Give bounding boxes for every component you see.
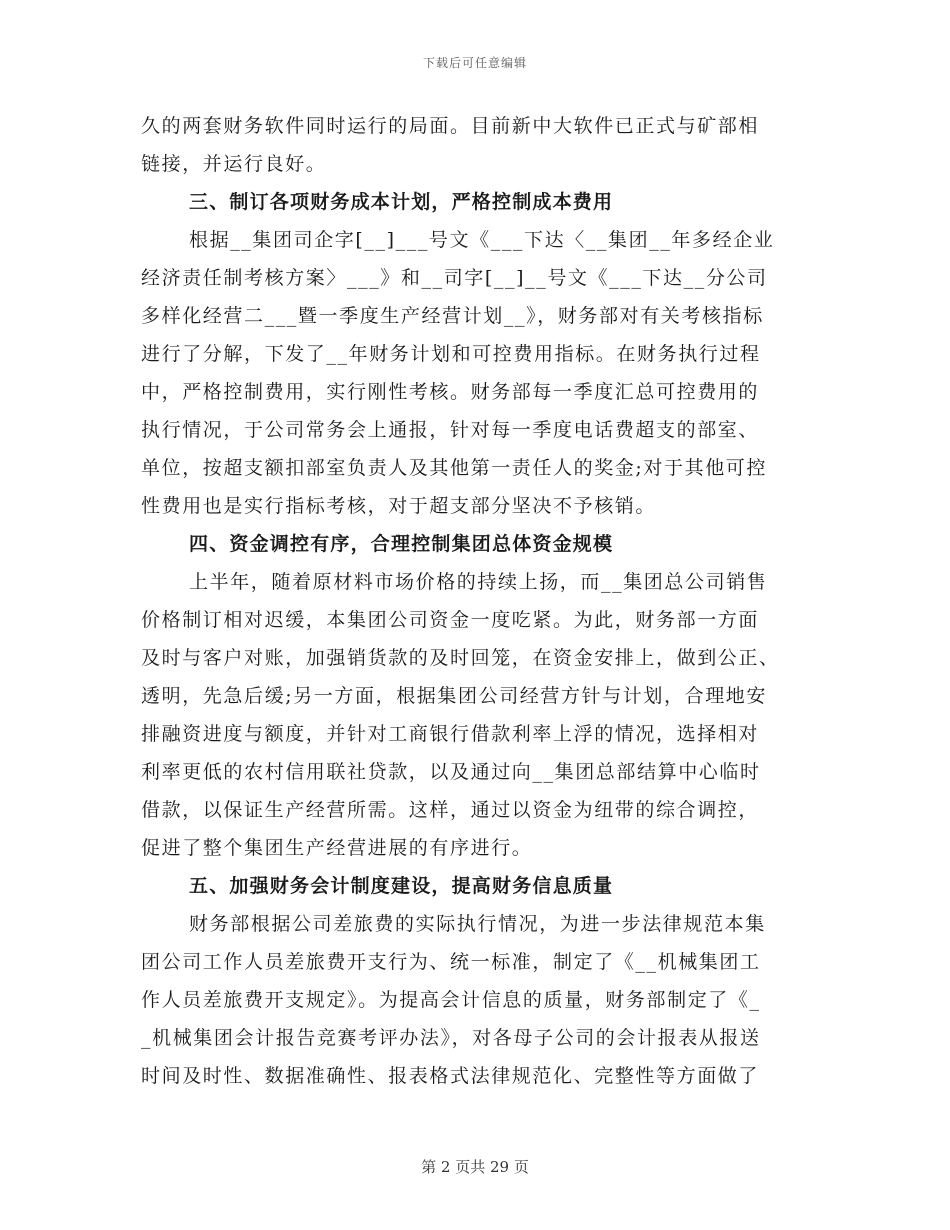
paragraph-line: 财务部根据公司差旅费的实际执行情况，为进一步法律规范本集	[189, 913, 766, 935]
paragraph-line: 根据__集团司企字[__]___号文《___下达〈__集团__年多经企业	[189, 229, 775, 251]
paragraph-line: _机械集团会计报告竞赛考评办法》，对各母子公司的会计报表从报送	[141, 1027, 761, 1049]
paragraph-line: 单位，按超支额扣部室负责人及其他第一责任人的奖金;对于其他可控	[141, 457, 768, 479]
paragraph-line: 多样化经营二___暨一季度生产经营计划__》，财务部对有关考核指标	[141, 305, 764, 327]
paragraph-line: 利率更低的农村信用联社贷款，以及通过向__集团总部结算中心临时	[141, 761, 761, 783]
paragraph-line: 久的两套财务软件同时运行的局面。目前新中大软件已正式与矿部相	[141, 115, 760, 137]
paragraph-line: 促进了整个集团生产经营进展的有序进行。	[141, 837, 533, 859]
paragraph-line: 经济责任制考核方案〉___》和__司字[__]__号文《___下达__分公司	[141, 267, 768, 289]
paragraph-line: 排融资进度与额度，并针对工商银行借款利率上浮的情况，选择相对	[141, 723, 760, 745]
paragraph-line: 执行情况，于公司常务会上通报，针对每一季度电话费超支的部室、	[141, 419, 760, 441]
section-heading: 三、制订各项财务成本计划，严格控制成本费用	[189, 191, 614, 213]
page-header: 下载后可任意编辑	[422, 56, 527, 70]
paragraph-line: 透明，先急后缓;另一方面，根据集团公司经营方针与计划，合理地安	[141, 685, 768, 707]
paragraph-line: 链接，并运行良好。	[141, 153, 327, 175]
section-heading: 五、加强财务会计制度建设，提高财务信息质量	[189, 875, 614, 897]
paragraph-line: 借款，以保证生产经营所需。这样，通过以资金为纽带的综合调控，	[141, 799, 760, 821]
paragraph-line: 价格制订相对迟缓，本集团公司资金一度吃紧。为此，财务部一方面	[141, 609, 760, 631]
paragraph-line: 上半年，随着原材料市场价格的持续上扬，而__集团总公司销售	[189, 571, 768, 593]
section-heading: 四、资金调控有序，合理控制集团总体资金规模	[189, 533, 614, 555]
paragraph-line: 性费用也是实行指标考核，对于超支部分坚决不予核销。	[141, 495, 657, 517]
paragraph-line: 及时与客户对账，加强销货款的及时回笼，在资金安排上，做到公正、	[141, 647, 780, 669]
paragraph-line: 时间及时性、数据准确性、报表格式法律规范化、完整性等方面做了	[141, 1065, 760, 1087]
paragraph-line: 进行了分解，下发了__年财务计划和可控费用指标。在财务执行过程	[141, 343, 761, 365]
page-number: 第 2 页共 29 页	[421, 1158, 529, 1176]
paragraph-line: 作人员差旅费开支规定》。为提高会计信息的质量，财务部制定了《_	[141, 989, 761, 1011]
paragraph-line: 中，严格控制费用，实行刚性考核。财务部每一季度汇总可控费用的	[141, 381, 760, 403]
paragraph-line: 团公司工作人员差旅费开支行为、统一标准，制定了《__机械集团工	[141, 951, 761, 973]
document-body	[141, 107, 809, 1095]
